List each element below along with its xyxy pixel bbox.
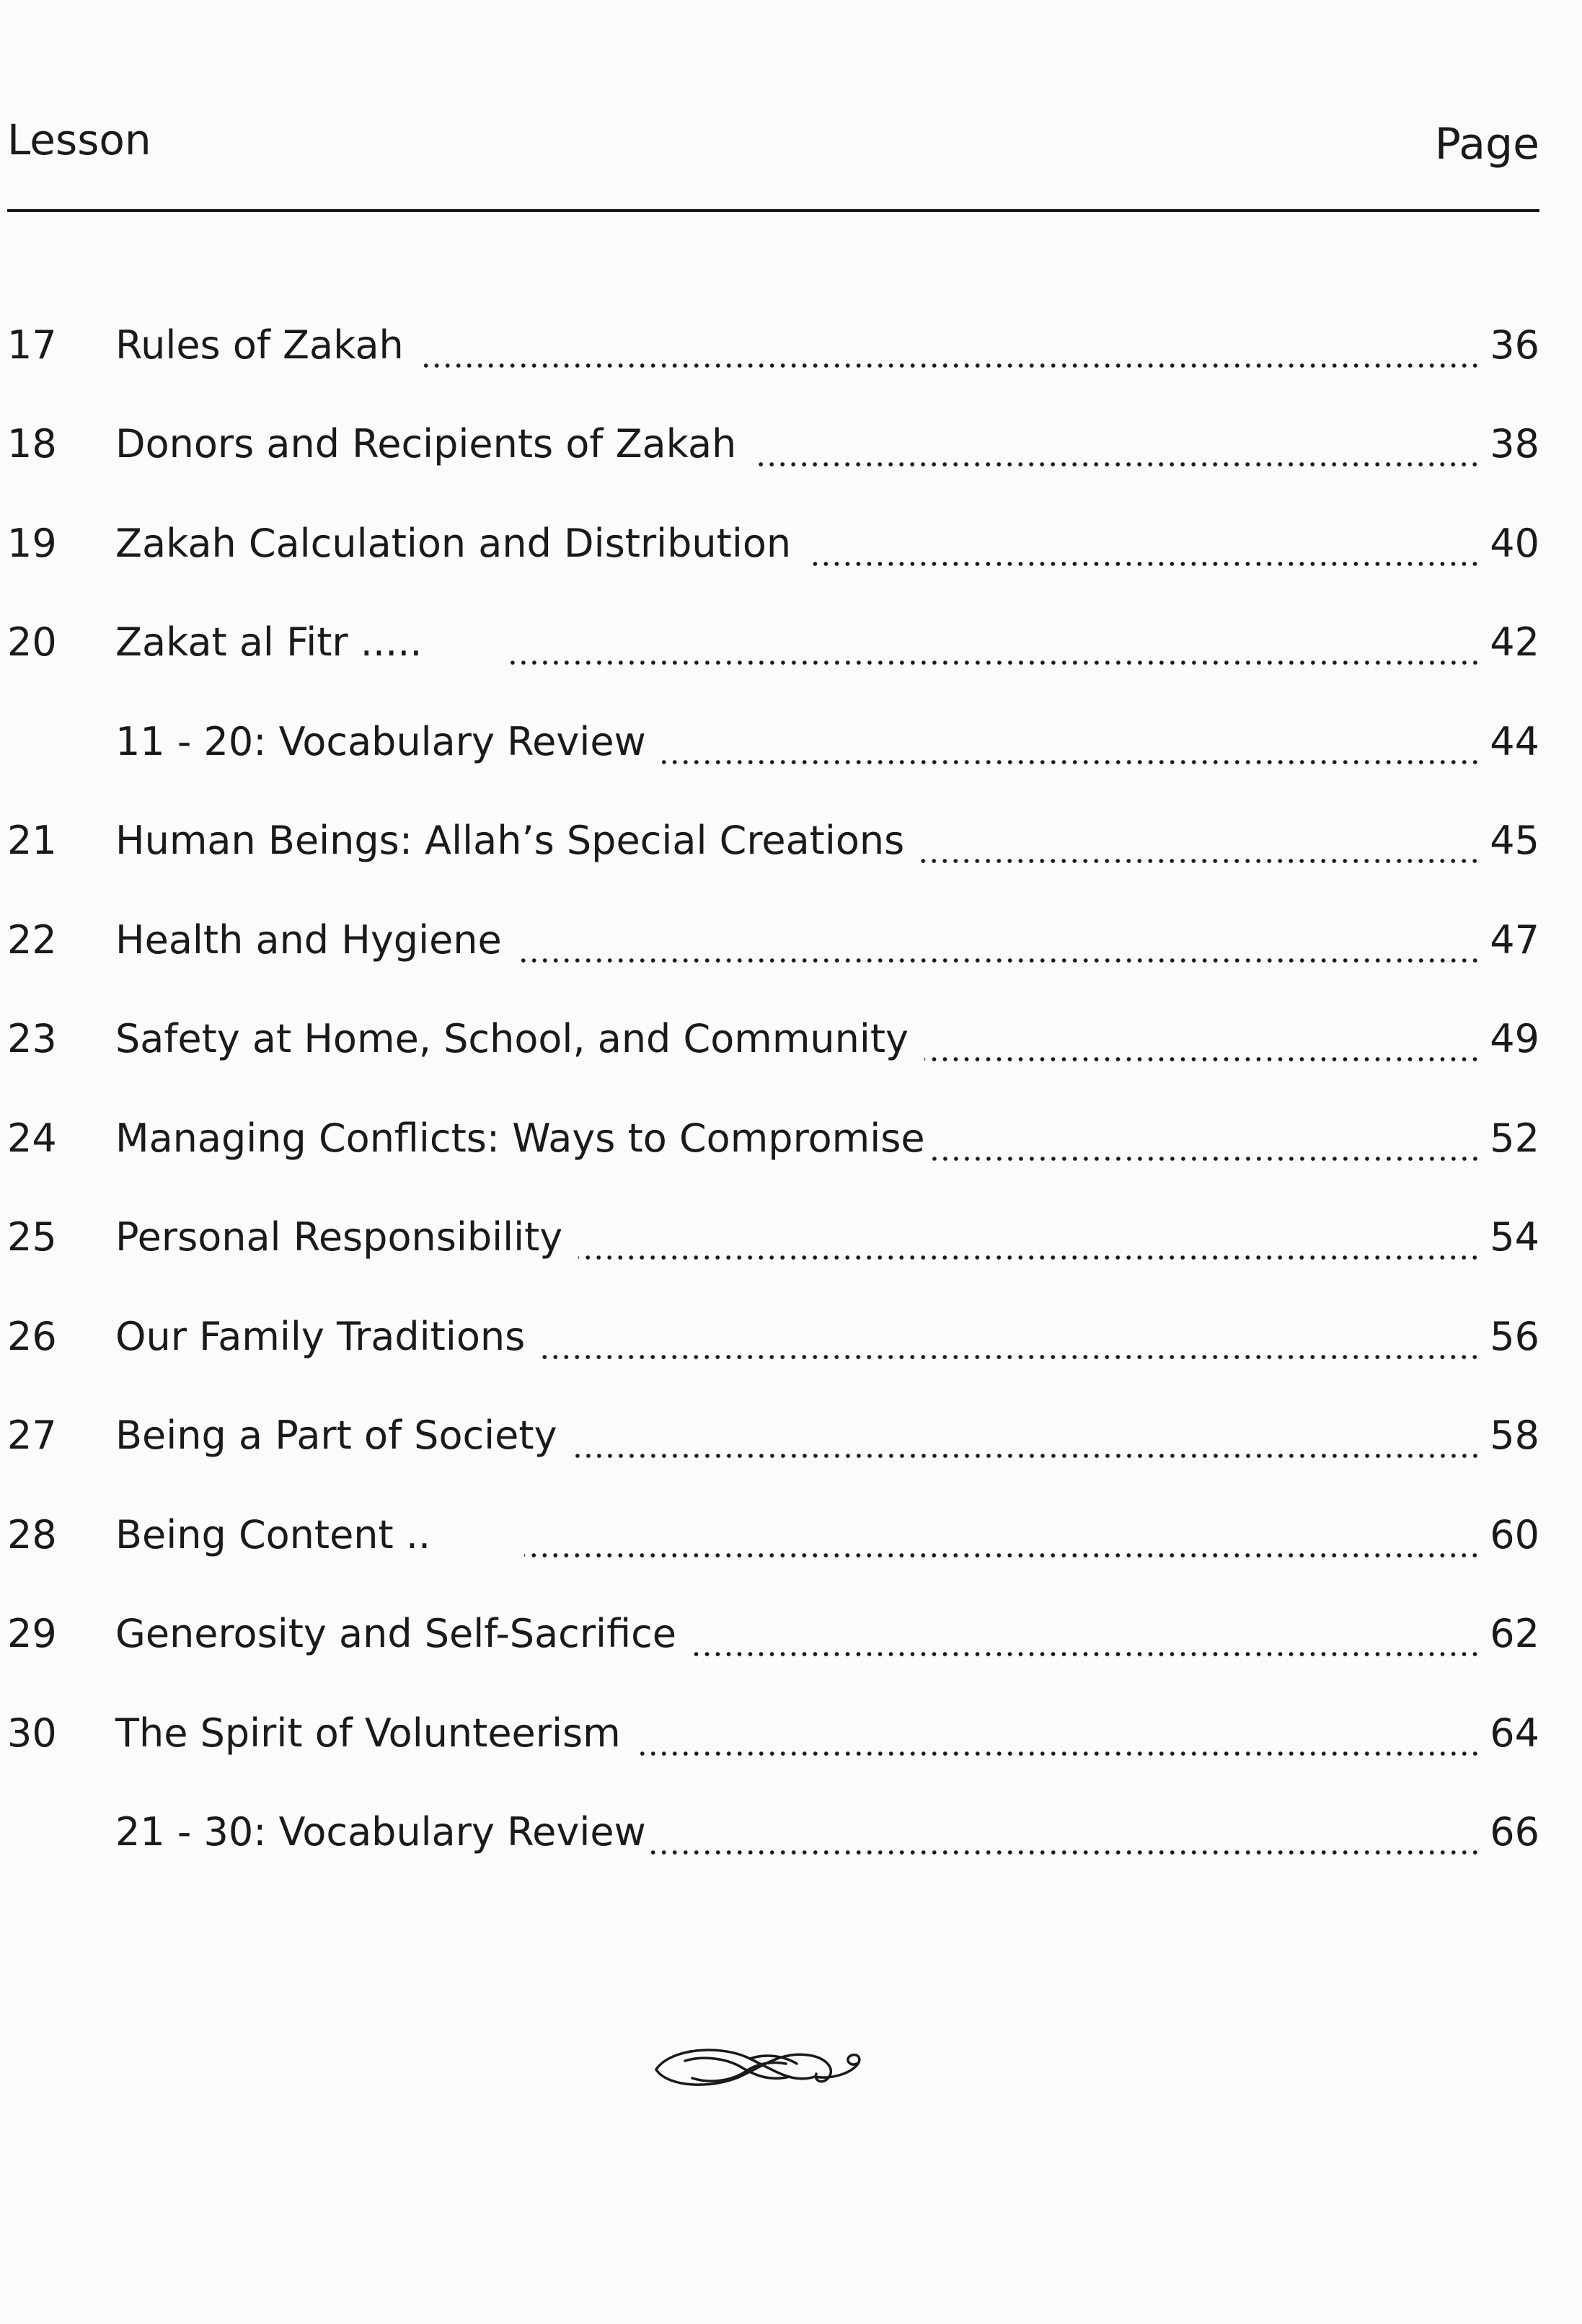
toc-entry [7,1585,1539,1684]
dot-leader [692,1652,1480,1656]
page-number: 40 [1490,520,1539,566]
dot-leader [524,1553,1480,1558]
lesson-number: 25 [7,1214,57,1260]
page-number: 54 [1490,1214,1539,1260]
page-column-label: Page [1434,119,1539,169]
lesson-column-label: Lesson [7,115,151,164]
page-number: 44 [1490,718,1539,764]
toc-entry [7,1485,1539,1585]
lesson-number: 19 [7,520,57,566]
lesson-number: 17 [7,322,57,368]
page-number: 36 [1490,322,1539,368]
dot-leader [752,462,1480,467]
lesson-number: 27 [7,1413,57,1459]
lesson-title: Being Content .. [115,1511,431,1558]
lesson-title: Being a Part of Society [115,1413,557,1459]
dot-leader [662,760,1480,764]
lesson-number: 30 [7,1710,57,1756]
lesson-title: Generosity and Self-Sacrifice [115,1611,676,1657]
dot-leader [649,1850,1480,1855]
lesson-number: 21 [7,818,57,864]
toc-entry [7,891,1539,990]
toc-entry [7,1287,1539,1387]
toc-entry [7,792,1539,891]
lesson-title: Donors and Recipients of Zakah [115,421,737,467]
page-number: 58 [1490,1413,1539,1459]
page-number: 60 [1490,1511,1539,1558]
lesson-number: 22 [7,916,57,963]
dot-leader [578,1255,1480,1260]
lesson-title: 11 - 20: Vocabulary Review [115,718,646,764]
toc-entry [7,1089,1539,1188]
page-number: 66 [1490,1809,1539,1855]
table-of-contents [7,296,1539,1882]
dot-leader [637,1751,1480,1756]
toc-header [7,108,1539,212]
toc-entry [7,990,1539,1090]
toc-entry [7,692,1539,792]
lesson-title: Rules of Zakah [115,322,404,368]
toc-entry [7,1387,1539,1486]
dot-leader [807,562,1480,566]
dot-leader [541,1355,1480,1359]
page-number: 49 [1490,1016,1539,1062]
page-number: 42 [1490,619,1539,666]
lesson-number: 20 [7,619,57,666]
toc-entry [7,296,1539,395]
lesson-number: 28 [7,1511,57,1558]
lesson-title: 21 - 30: Vocabulary Review [115,1809,646,1855]
page-number: 62 [1490,1611,1539,1657]
lesson-title: Human Beings: Allah’s Special Creations [115,818,905,864]
dot-leader [420,363,1480,368]
page-number: 64 [1490,1710,1539,1756]
lesson-title: The Spirit of Volunteerism [115,1710,621,1756]
dot-leader [924,1057,1480,1061]
lesson-number: 29 [7,1611,57,1657]
flourish-ornament-icon [642,2033,872,2098]
lesson-title: Managing Conflicts: Ways to Compromise [115,1115,925,1161]
lesson-title: Zakah Calculation and Distribution [115,520,792,566]
lesson-number: 26 [7,1313,57,1359]
page-number: 47 [1490,916,1539,963]
lesson-number: 23 [7,1016,57,1062]
page-number: 52 [1490,1115,1539,1161]
toc-entry [7,494,1539,593]
lesson-title: Safety at Home, School, and Community [115,1016,909,1062]
lesson-title: Our Family Traditions [115,1313,526,1359]
lesson-number: 24 [7,1115,57,1161]
lesson-title: Health and Hygiene [115,916,502,963]
lesson-title: Personal Responsibility [115,1214,563,1260]
page-number: 56 [1490,1313,1539,1359]
lesson-number: 18 [7,421,57,467]
dot-leader [518,958,1480,963]
page-number: 38 [1490,421,1539,467]
dot-leader [920,859,1480,863]
toc-entry [7,1684,1539,1783]
dot-leader [509,660,1480,665]
toc-entry [7,395,1539,495]
lesson-title: Zakat al Fitr ..... [115,619,423,666]
toc-entry [7,1188,1539,1288]
toc-entry [7,1783,1539,1883]
dot-leader [928,1157,1480,1161]
page-number: 45 [1490,818,1539,864]
toc-entry [7,593,1539,693]
dot-leader [573,1454,1480,1458]
